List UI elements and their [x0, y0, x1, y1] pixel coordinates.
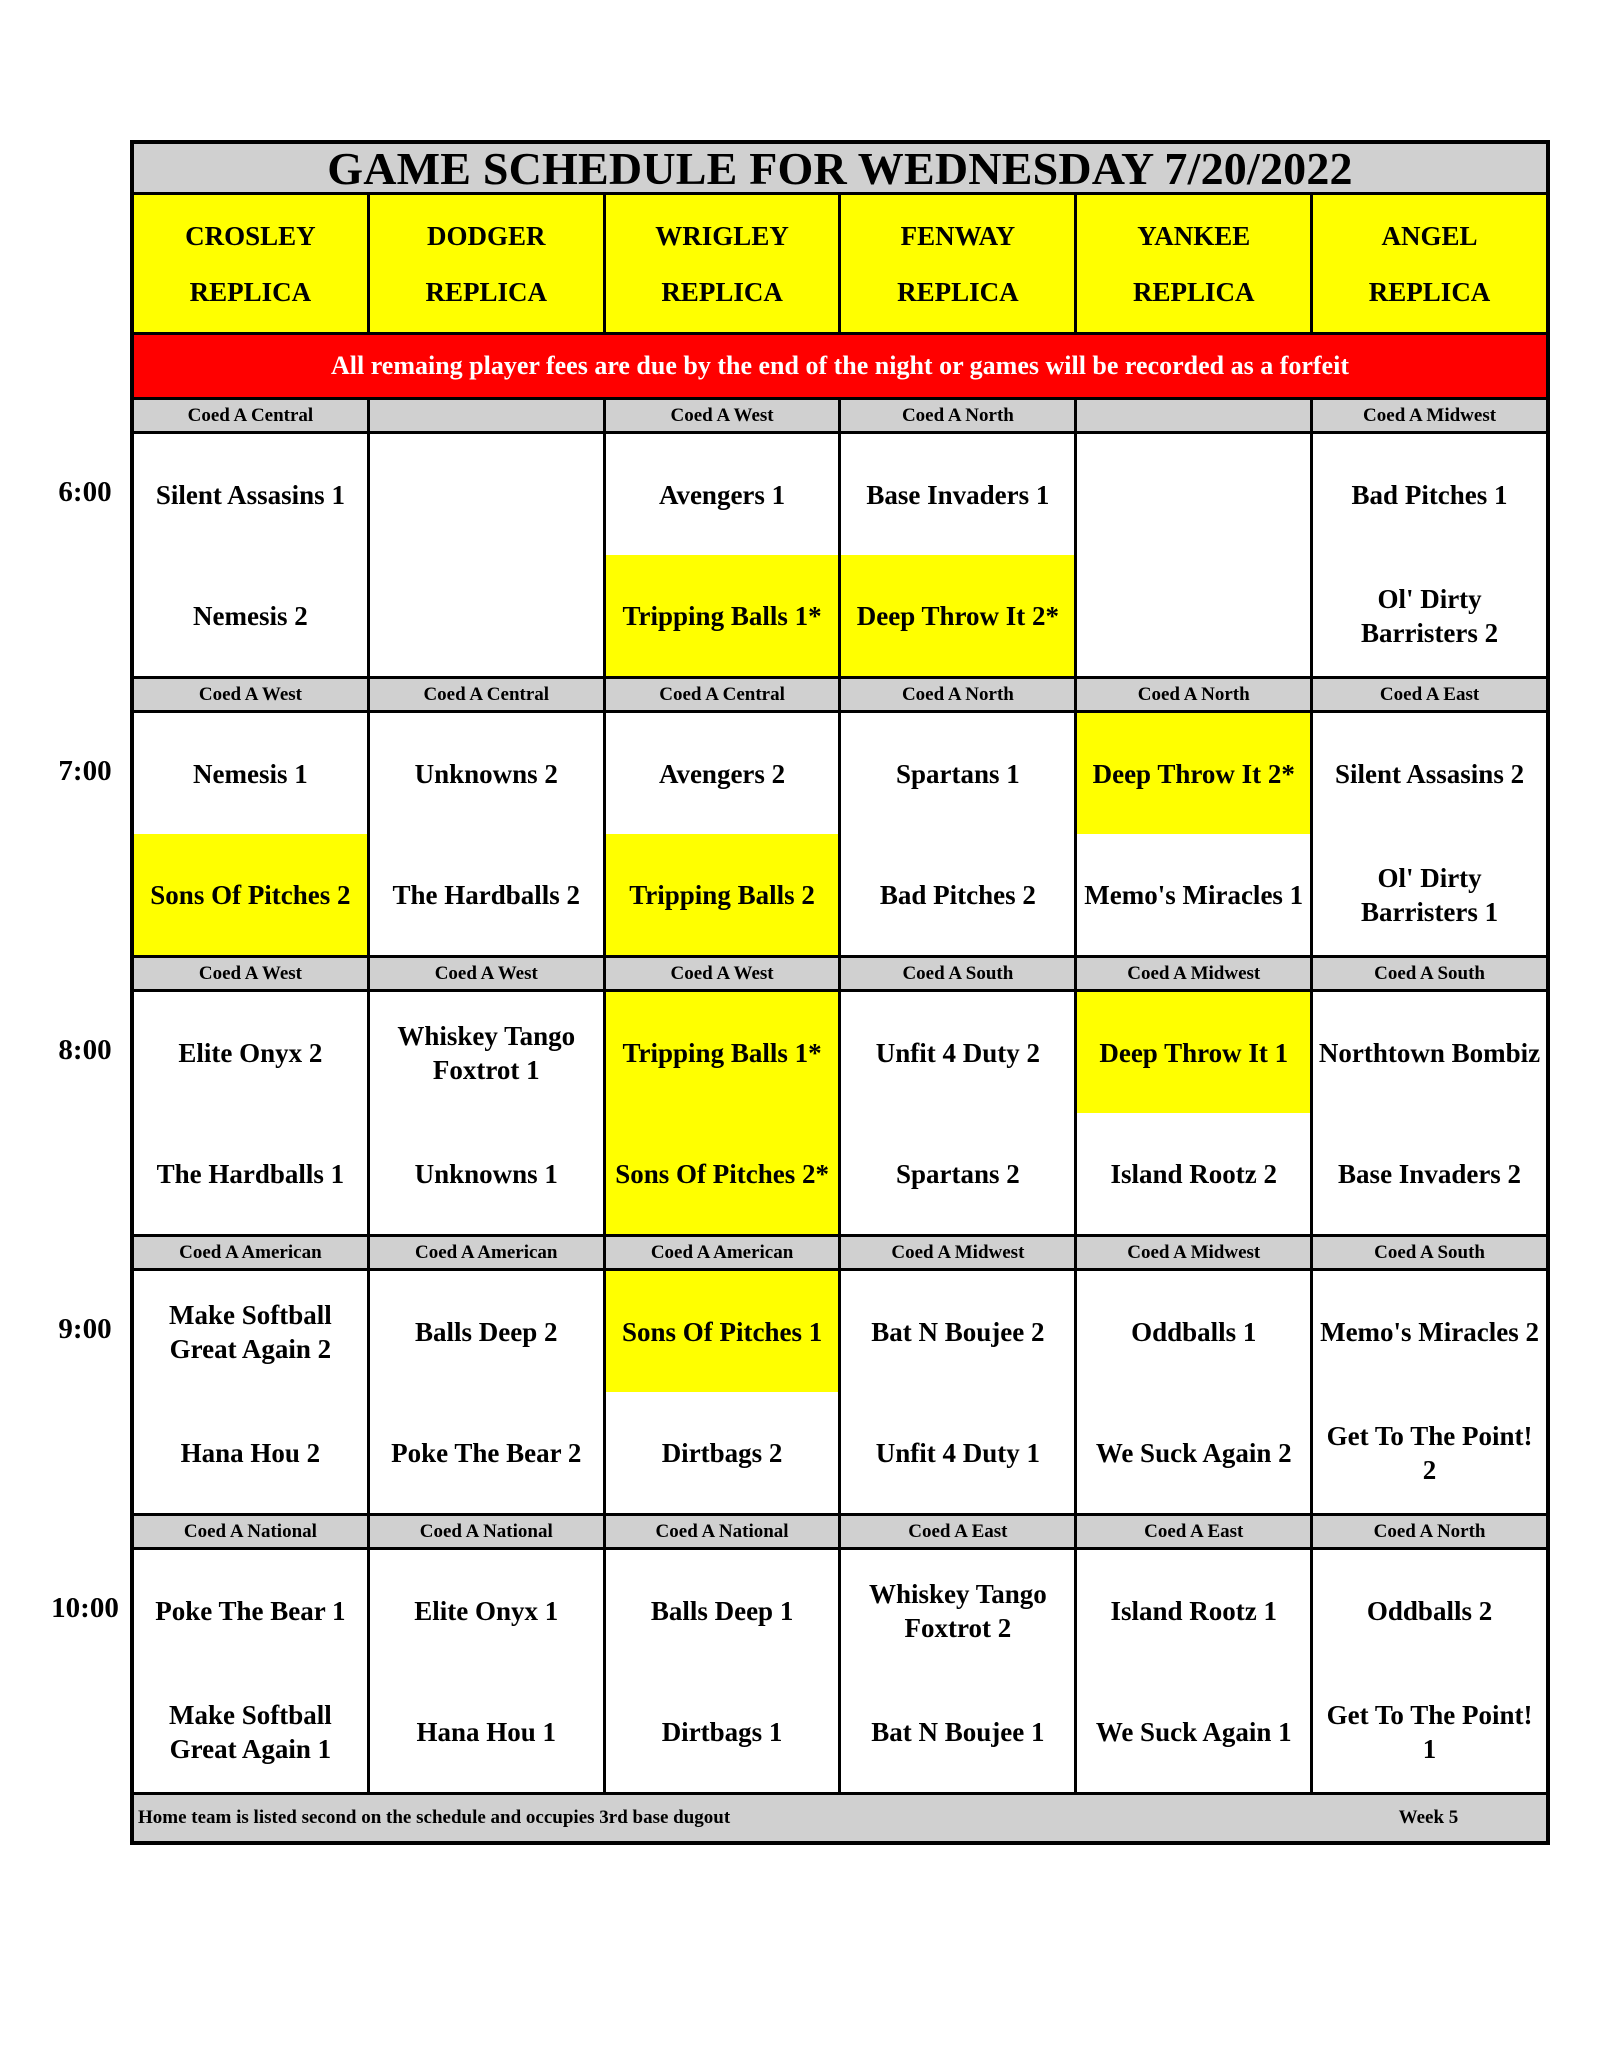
- home-team: The Hardballs 1: [156, 1158, 345, 1189]
- game-cell: [606, 992, 842, 1234]
- away-team: [1077, 434, 1310, 555]
- field-type: REPLICA: [897, 276, 1019, 307]
- away-team: Balls Deep 2: [414, 1316, 558, 1347]
- away-team: Silent Assasins 2: [1335, 758, 1525, 789]
- fee-notice-banner: All remaing player fees are due by the end of the night or games will be recorded as a forfeit: [134, 335, 1546, 400]
- home-team: Unfit 4 Duty 1: [875, 1437, 1041, 1468]
- away-team: Elite Onyx 1: [414, 1595, 559, 1626]
- game-cell: [606, 1271, 842, 1513]
- away-team: Deep Throw It 2*: [1077, 713, 1310, 834]
- division-label: Coed A Central: [370, 679, 606, 710]
- division-label: Coed A East: [841, 1516, 1077, 1547]
- division-label: [370, 400, 606, 431]
- game-cell: [370, 992, 606, 1234]
- home-team: We Suck Again 2: [1095, 1437, 1292, 1468]
- division-label: Coed A National: [134, 1516, 370, 1547]
- time-label: 7:00: [58, 755, 112, 787]
- division-label: Coed A North: [841, 400, 1077, 431]
- field-header: [1313, 195, 1546, 332]
- division-label: Coed A West: [606, 958, 842, 989]
- page-title: GAME SCHEDULE FOR WEDNESDAY 7/20/2022: [134, 144, 1546, 195]
- away-team: Elite Onyx 2: [178, 1037, 323, 1068]
- field-header: [1077, 195, 1313, 332]
- division-label: Coed A East: [1379, 684, 1480, 705]
- home-team: The Hardballs 2: [392, 879, 581, 910]
- game-cell: [841, 434, 1077, 676]
- division-label: Coed A North: [841, 679, 1077, 710]
- away-team: Deep Throw It 1: [1077, 992, 1310, 1113]
- division-label: Coed A Midwest: [841, 1237, 1077, 1268]
- time-column: [40, 0, 130, 2071]
- division-label: Coed A South: [1374, 963, 1485, 984]
- division-label: Coed A Midwest: [1077, 1237, 1313, 1268]
- time-label: 6:00: [58, 476, 112, 508]
- games-row: [134, 1550, 1546, 1795]
- footer-bar: [134, 1795, 1546, 1841]
- away-team: Poke The Bear 1: [155, 1595, 346, 1626]
- away-team: Balls Deep 1: [650, 1595, 794, 1626]
- game-cell: [1077, 713, 1313, 955]
- away-team: Oddballs 1: [1131, 1316, 1257, 1347]
- division-label: Coed A West: [134, 958, 370, 989]
- home-team: Unknowns 1: [414, 1158, 558, 1189]
- field-name: DODGER: [426, 220, 546, 251]
- home-team: Make Softball Great Again 1: [169, 1699, 332, 1764]
- home-team: Memo's Miracles 1: [1084, 879, 1304, 910]
- field-type: REPLICA: [1368, 276, 1491, 307]
- game-cell: [134, 1550, 370, 1792]
- home-team: Tripping Balls 2: [606, 834, 839, 955]
- away-team: Memo's Miracles 2: [1320, 1316, 1540, 1347]
- field-name: CROSLEY: [185, 220, 316, 251]
- home-team: Island Rootz 2: [1110, 1158, 1277, 1189]
- division-label: Coed A West: [370, 958, 606, 989]
- footer-note: Home team is listed second on the schedule and occupies 3rd base dugout: [138, 1807, 731, 1828]
- away-team: Silent Assasins 1: [155, 479, 345, 510]
- away-team: Bat N Boujee 2: [871, 1316, 1045, 1347]
- away-team: Bad Pitches 1: [1351, 479, 1508, 510]
- game-cell: [1313, 1550, 1546, 1792]
- game-cell: [370, 713, 606, 955]
- game-cell: [841, 713, 1077, 955]
- field-header-row: [134, 195, 1546, 335]
- division-row: [134, 958, 1546, 992]
- division-label: Coed A South: [1374, 1242, 1485, 1263]
- home-team: Ol' Dirty Barristers 1: [1360, 862, 1499, 927]
- division-row: [134, 400, 1546, 434]
- home-team: Ol' Dirty Barristers 2: [1360, 583, 1499, 648]
- division-label: Coed A East: [1077, 1516, 1313, 1547]
- home-team: Dirtbags 1: [661, 1716, 783, 1747]
- home-team: Dirtbags 2: [661, 1437, 783, 1468]
- home-team: Get To The Point! 1: [1326, 1699, 1533, 1764]
- game-cell: [134, 992, 370, 1234]
- field-header: [606, 195, 842, 332]
- home-team: [370, 555, 603, 676]
- game-cell: [1313, 992, 1546, 1234]
- home-team: Nemesis 2: [193, 600, 308, 631]
- game-cell: [1077, 1271, 1313, 1513]
- home-team: Sons Of Pitches 2: [134, 834, 367, 955]
- field-header: [370, 195, 606, 332]
- division-row: [134, 1516, 1546, 1550]
- games-row: [134, 434, 1546, 679]
- away-team: Island Rootz 1: [1110, 1595, 1277, 1626]
- away-team: Unknowns 2: [414, 758, 558, 789]
- home-team: Hana Hou 1: [416, 1716, 557, 1747]
- game-cell: [1077, 434, 1313, 676]
- division-label: Coed A National: [370, 1516, 606, 1547]
- field-header: [841, 195, 1077, 332]
- home-team: Spartans 2: [896, 1158, 1020, 1189]
- home-team: Sons Of Pitches 2*: [606, 1113, 839, 1234]
- division-label: Coed A North: [1077, 679, 1313, 710]
- division-label: Coed A National: [606, 1516, 842, 1547]
- away-team: Avengers 1: [658, 479, 786, 510]
- game-cell: [841, 992, 1077, 1234]
- games-row: [134, 992, 1546, 1237]
- home-team: Base Invaders 2: [1338, 1158, 1522, 1189]
- home-team: Hana Hou 2: [180, 1437, 321, 1468]
- field-header: [134, 195, 370, 332]
- game-cell: [1313, 434, 1546, 676]
- games-row: [134, 1271, 1546, 1516]
- away-team: Oddballs 2: [1366, 1595, 1493, 1626]
- game-cell: [370, 1271, 606, 1513]
- game-cell: [370, 1550, 606, 1792]
- away-team: Whiskey Tango Foxtrot 2: [868, 1578, 1047, 1643]
- away-team: Sons Of Pitches 1: [606, 1271, 839, 1392]
- division-label: Coed A Central: [606, 679, 842, 710]
- game-cell: [134, 713, 370, 955]
- game-cell: [134, 434, 370, 676]
- game-cell: [606, 434, 842, 676]
- home-team: Tripping Balls 1*: [606, 555, 839, 676]
- home-team: Get To The Point! 2: [1326, 1420, 1533, 1485]
- division-label: Coed A West: [606, 400, 842, 431]
- division-label: Coed A West: [134, 679, 370, 710]
- away-team: [370, 434, 603, 555]
- away-team: Nemesis 1: [193, 758, 308, 789]
- home-team: Bat N Boujee 1: [871, 1716, 1045, 1747]
- away-team: Avengers 2: [658, 758, 786, 789]
- game-cell: [606, 713, 842, 955]
- away-team: Tripping Balls 1*: [606, 992, 839, 1113]
- time-label: 10:00: [51, 1592, 119, 1624]
- away-team: Unfit 4 Duty 2: [875, 1037, 1041, 1068]
- game-cell: [1077, 1550, 1313, 1792]
- home-team: We Suck Again 1: [1095, 1716, 1292, 1747]
- game-cell: [841, 1550, 1077, 1792]
- field-type: REPLICA: [661, 276, 783, 307]
- division-row: [134, 679, 1546, 713]
- field-name: YANKEE: [1137, 220, 1251, 251]
- field-name: ANGEL: [1381, 220, 1478, 251]
- week-label: Week 5: [1398, 1807, 1459, 1828]
- division-label: [1077, 400, 1313, 431]
- game-cell: [370, 434, 606, 676]
- game-cell: [606, 1550, 842, 1792]
- division-label: Coed A American: [134, 1237, 370, 1268]
- home-team: Poke The Bear 2: [391, 1437, 582, 1468]
- schedule-sheet: [130, 140, 1550, 1845]
- game-cell: [1313, 1271, 1546, 1513]
- away-team: Whiskey Tango Foxtrot 1: [397, 1020, 576, 1085]
- away-team: Spartans 1: [896, 758, 1020, 789]
- away-team: Northtown Bombiz: [1318, 1037, 1541, 1068]
- game-cell: [1313, 713, 1546, 955]
- home-team: [1077, 555, 1310, 676]
- division-label: Coed A American: [606, 1237, 842, 1268]
- field-type: REPLICA: [425, 276, 547, 307]
- division-label: Coed A Central: [134, 400, 370, 431]
- home-team: Bad Pitches 2: [879, 879, 1036, 910]
- field-type: REPLICA: [189, 276, 312, 307]
- game-cell: [841, 1271, 1077, 1513]
- division-label: Coed A American: [370, 1237, 606, 1268]
- away-team: Base Invaders 1: [866, 479, 1050, 510]
- field-name: WRIGLEY: [655, 220, 789, 251]
- time-label: 9:00: [58, 1313, 112, 1345]
- division-label: Coed A South: [841, 958, 1077, 989]
- games-row: [134, 713, 1546, 958]
- slot-list: [134, 400, 1546, 1795]
- division-label: Coed A Midwest: [1363, 405, 1497, 426]
- home-team: Deep Throw It 2*: [841, 555, 1074, 676]
- field-name: FENWAY: [900, 220, 1016, 251]
- division-label: Coed A North: [1373, 1521, 1486, 1542]
- away-team: Make Softball Great Again 2: [169, 1299, 332, 1364]
- division-row: [134, 1237, 1546, 1271]
- time-label: 8:00: [58, 1034, 112, 1066]
- game-cell: [1077, 992, 1313, 1234]
- field-type: REPLICA: [1132, 276, 1255, 307]
- game-cell: [134, 1271, 370, 1513]
- division-label: Coed A Midwest: [1077, 958, 1313, 989]
